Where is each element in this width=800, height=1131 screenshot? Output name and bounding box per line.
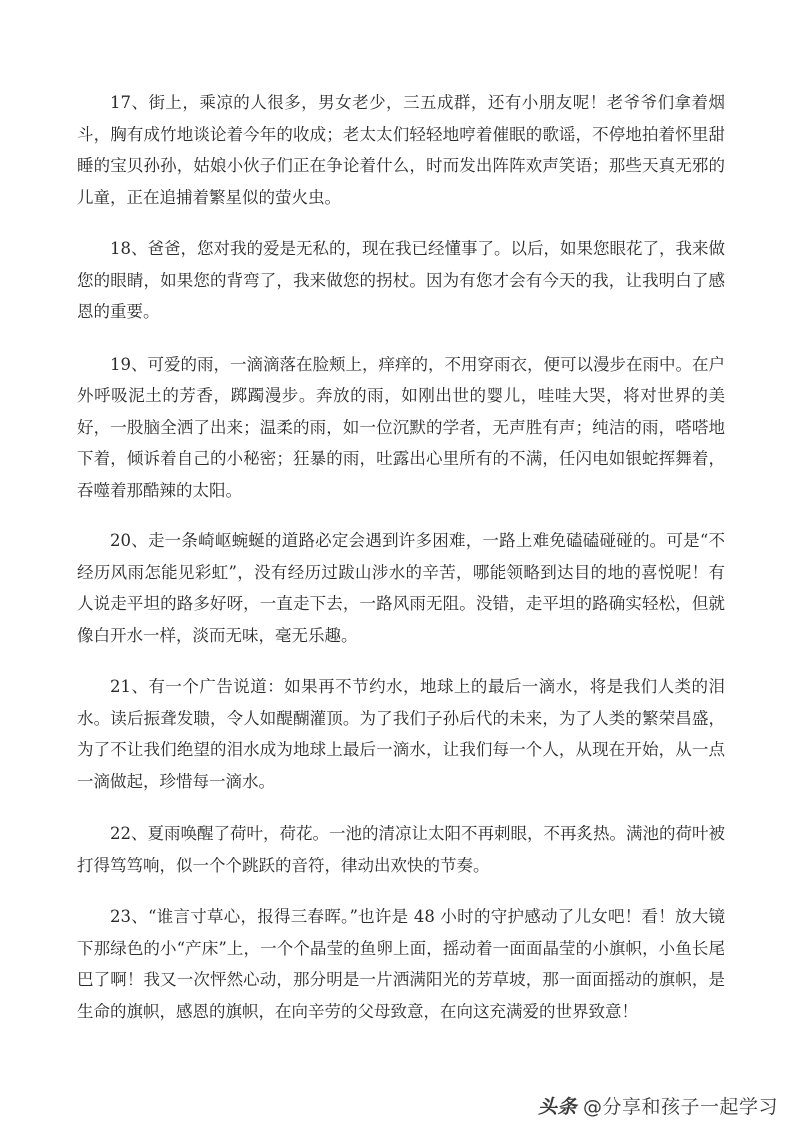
watermark-brand: 头条 [537,1096,577,1118]
paragraph-23: 23、“谁言寸草心，报得三春晖。”也许是 48 小时的守护感动了儿女吧！看！放大镜下那绿色的小“产床”上，一个个晶莹的鱼卵上面，摇动着一面面晶莹的小旗帜，小鱼长尾巴了啊！我又一次怦然心动，那分明是一片洒满阳光的芳草坡，那一面面摇动的旗帜，是生命的旗帜，感恩的旗帜，在向辛劳的父母致意，在向这充满爱的世界致意！ [77,907,725,1021]
document-body [77,87,725,1027]
paragraph-18: 18、爸爸，您对我的爱是无私的，现在我已经懂事了。以后，如果您眼花了，我来做您的眼睛，如果您的背弯了，我来做您的拐杖。因为有您才会有今天的我，让我明白了感恩的重要。 [77,239,725,321]
paragraph-20: 20、走一条崎岖蜿蜒的道路必定会遇到许多困难，一路上难免磕磕碰碰的。可是“不经历风雨怎能见彩虹”，没有经历过跋山涉水的辛苦，哪能领略到达目的地的喜悦呢！有人说走平坦的路多好呀，一直走下去，一路风雨无阻。没错，走平坦的路确实轻松，但就像白开水一样，淡而无味，毫无乐趣。 [77,531,725,645]
paragraph-21: 21、有一个广告说道：如果再不节约水，地球上的最后一滴水，将是我们人类的泪水。读后振聋发聩，令人如醍醐灌顶。为了我们子孙后代的未来，为了人类的繁荣昌盛，为了不让我们绝望的泪水成为地球上最后一滴水，让我们每一个人，从现在开始，从一点一滴做起，珍惜每一滴水。 [77,677,725,791]
watermark-handle: @分享和孩子一起学习 [582,1096,778,1118]
paragraph-22: 22、夏雨唤醒了荷叶，荷花。一池的清凉让太阳不再刺眼，不再炙热。满池的荷叶被打得笃笃响，似一个个跳跃的音符，律动出欢快的节奏。 [77,824,725,875]
paragraph-17: 17、街上，乘凉的人很多，男女老少，三五成群，还有小朋友呢！老爷爷们拿着烟斗，胸有成竹地谈论着今年的收成；老太太们轻轻地哼着催眠的歌谣，不停地拍着怀里甜睡的宝贝孙孙，姑娘小伙子们正在争论着什么，时而发出阵阵欢声笑语；那些天真无邪的儿童，正在追捕着繁星似的萤火虫。 [77,93,725,207]
paragraph-19: 19、可爱的雨，一滴滴落在脸颊上，痒痒的，不用穿雨衣，便可以漫步在雨中。在户外呼吸泥土的芳香，踯躅漫步。奔放的雨，如刚出世的婴儿，哇哇大哭，将对世界的美好，一股脑全洒了出来；温柔的雨，如一位沉默的学者，无声胜有声；纯洁的雨，嗒嗒地下着，倾诉着自己的小秘密；狂暴的雨，吐露出心里所有的不满，任闪电如银蛇挥舞着，吞噬着那酷辣的太阳。 [77,354,725,500]
watermark [538,1092,778,1119]
